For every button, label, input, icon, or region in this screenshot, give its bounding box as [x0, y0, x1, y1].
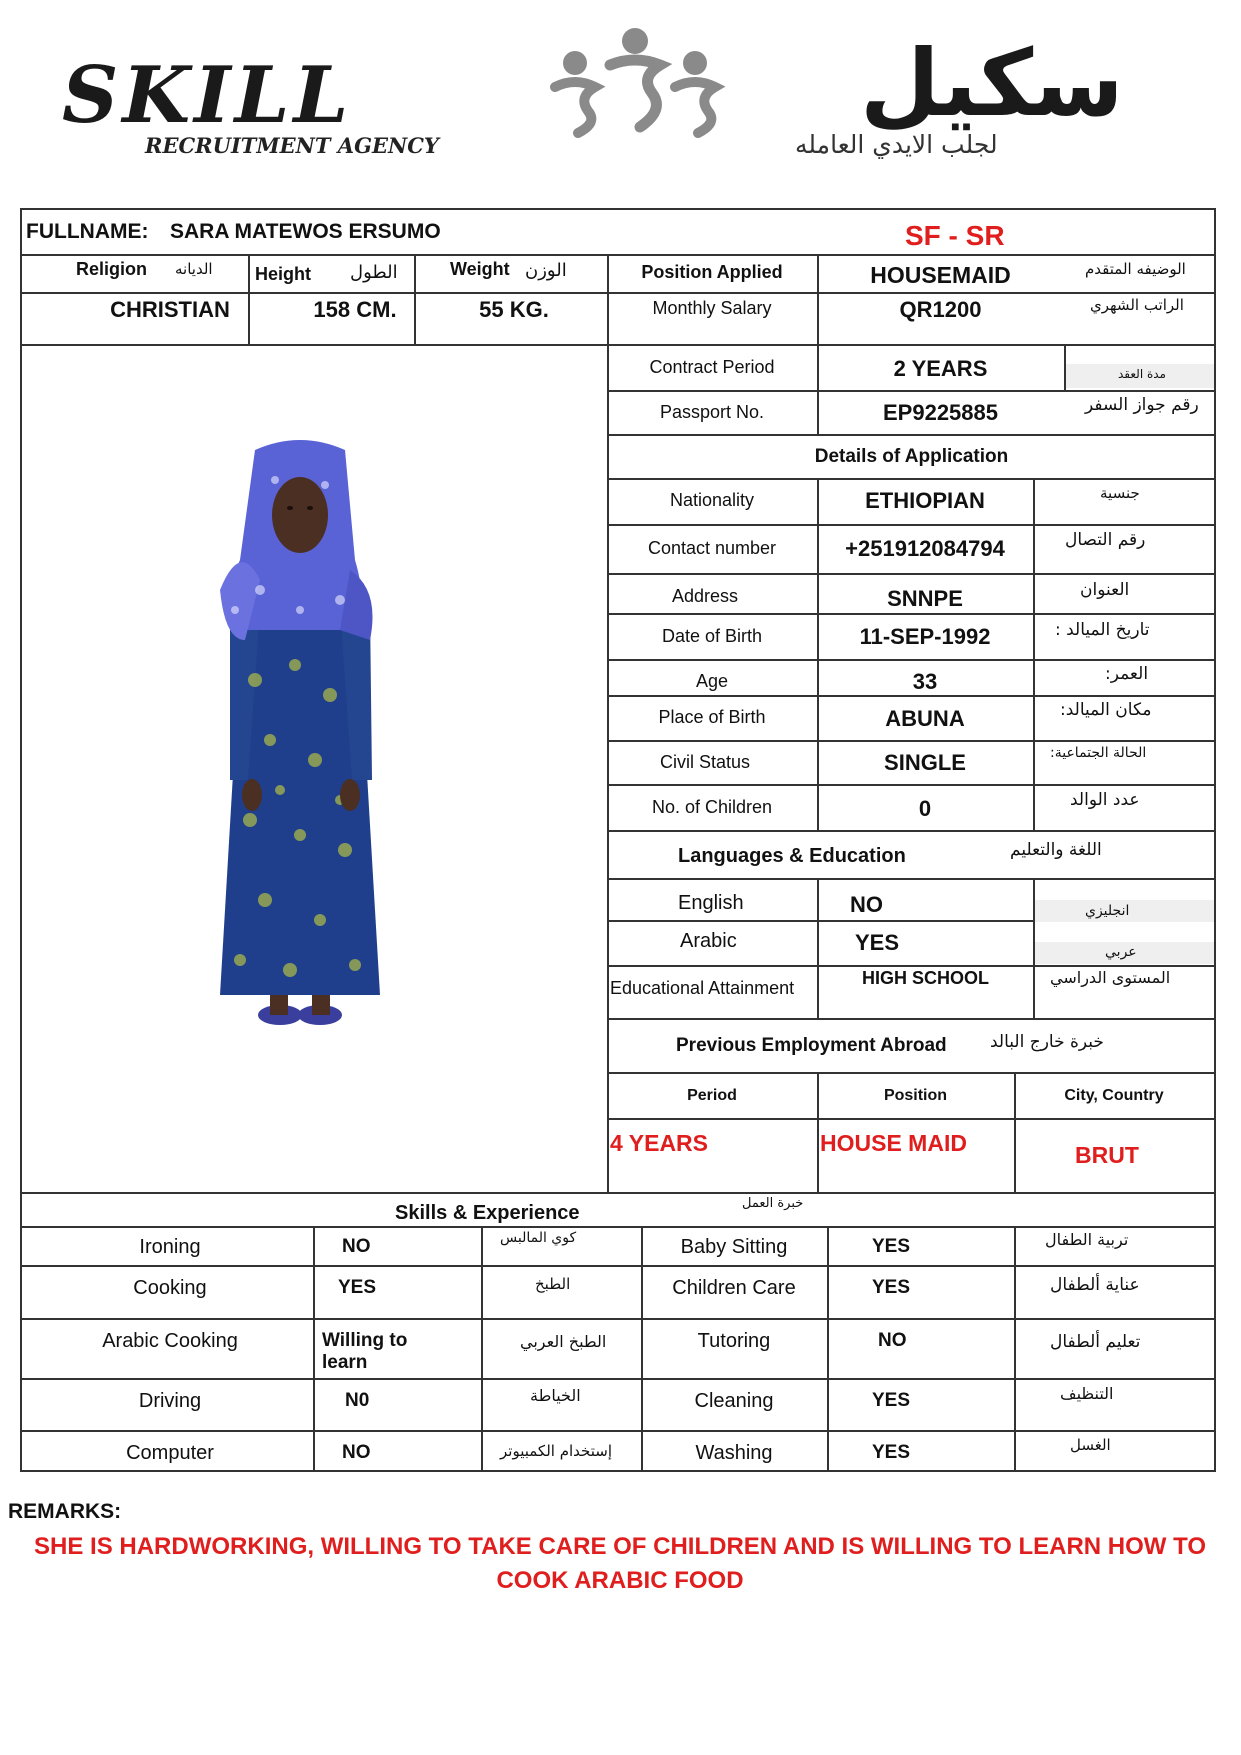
detail-label: Civil Status [659, 752, 751, 772]
agency-logo-arabic: سكيل [860, 30, 1124, 137]
skill-label: Cooking [133, 1277, 207, 1299]
skill-label-arabic: الخياطة [530, 1386, 581, 1405]
skill-value: YES [872, 1236, 911, 1257]
skill-label: Washing [695, 1442, 773, 1464]
detail-label-arabic: جنسية [1100, 484, 1140, 502]
passport-label: Passport No. [659, 402, 765, 422]
weight-label: Weight [450, 259, 510, 279]
education-label: Educational Attainment [610, 978, 795, 998]
skill-label: Baby Sitting [680, 1236, 788, 1258]
skills-title-arabic: خبرة العمل [742, 1196, 804, 1211]
skill-label: Computer [126, 1442, 214, 1464]
agency-logo-english: SKILL [62, 50, 353, 141]
detail-label-arabic: عدد الوالد [1070, 790, 1140, 810]
employment-col-period: Period [687, 1087, 737, 1104]
detail-value: ABUNA [885, 706, 965, 731]
position-value: HOUSEMAID [870, 262, 1011, 288]
detail-label: Contact number [647, 538, 777, 558]
agency-logo-arabic-subtitle: لجلب الايدي العامله [795, 130, 998, 159]
skill-value: Willing to learn [322, 1330, 408, 1373]
height-label-arabic: الطول [350, 262, 398, 283]
skill-label-arabic: كوي المالبس [500, 1230, 577, 1246]
skill-label-arabic: الطبخ [535, 1275, 571, 1293]
agency-people-logo-icon [540, 15, 730, 140]
salary-label: Monthly Salary [652, 298, 772, 318]
detail-value: 33 [912, 669, 938, 694]
remarks-text: SHE IS HARDWORKING, WILLING TO TAKE CARE OF CHILDREN AND IS WILLING TO LEARN HOW TO COOK ARABIC FOOD [34, 1533, 1206, 1594]
skill-label: Ironing [139, 1236, 201, 1258]
detail-value: 0 [918, 796, 932, 821]
skill-label: Tutoring [697, 1330, 771, 1352]
detail-label-arabic: العنوان [1080, 580, 1130, 600]
agency-logo-subtitle: RECRUITMENT AGENCY [145, 133, 439, 158]
detail-value: SNNPE [887, 586, 963, 611]
skill-value: YES [872, 1390, 911, 1411]
passport-value: EP9225885 [883, 400, 998, 425]
weight-label-arabic: الوزن [525, 260, 567, 281]
skill-label-arabic: الطبخ العربي [520, 1332, 607, 1351]
arabic-value: YES [855, 930, 900, 955]
weight-value: 55 KG. [479, 297, 549, 322]
skill-label: Driving [138, 1390, 202, 1412]
education-value: HIGH SCHOOL [862, 968, 990, 988]
skill-label: Cleaning [694, 1390, 774, 1412]
fullname-label: FULLNAME: [26, 220, 149, 243]
detail-label-arabic: تاريخ الميالد : [1055, 620, 1150, 640]
detail-value: +251912084794 [845, 536, 1005, 561]
employment-col-city: City, Country [1064, 1087, 1164, 1104]
religion-value: CHRISTIAN [110, 297, 230, 322]
skill-value: N0 [345, 1390, 370, 1411]
skill-label-arabic: إستخدام الكمبيوتر [500, 1442, 612, 1460]
contract-label: Contract Period [649, 357, 775, 377]
english-label-arabic: انجليزي [1085, 903, 1130, 919]
languages-title: Languages & Education [678, 845, 906, 867]
religion-label: Religion [76, 259, 147, 279]
arabic-label: Arabic [680, 930, 737, 952]
fullname-value: SARA MATEWOS ERSUMO [170, 220, 441, 243]
detail-value: ETHIOPIAN [865, 488, 985, 513]
detail-value: 11-SEP-1992 [859, 624, 991, 649]
employment-col-position: Position [883, 1087, 948, 1104]
applicant-code: SF - SR [905, 220, 1005, 251]
position-label: Position Applied [641, 262, 783, 282]
skill-label: Children Care [672, 1277, 796, 1299]
applicant-photo [200, 440, 400, 1040]
height-value: 158 CM. [313, 297, 397, 322]
position-label-arabic: الوضيفه المتقدم [1085, 260, 1186, 278]
employment-city: BRUT [1075, 1142, 1139, 1168]
detail-label: Date of Birth [661, 626, 763, 646]
salary-label-arabic: الراتب الشهري [1090, 296, 1184, 314]
skill-label: Arabic Cooking [102, 1330, 238, 1352]
skill-label-arabic: تربية الطفال [1045, 1230, 1129, 1249]
religion-label-arabic: الديانه [175, 260, 213, 278]
detail-value: SINGLE [884, 750, 966, 775]
employment-period: 4 YEARS [610, 1130, 709, 1156]
skill-label-arabic: تعليم ألطفال [1050, 1332, 1141, 1352]
education-label-arabic: المستوى الدراسي [1050, 968, 1171, 987]
skill-value: NO [342, 1442, 371, 1463]
employment-title: Previous Employment Abroad [676, 1035, 947, 1056]
employment-position: HOUSE MAID [820, 1130, 967, 1156]
skill-label-arabic: التنظيف [1060, 1384, 1114, 1403]
employment-title-arabic: خبرة خارج البالد [990, 1032, 1104, 1052]
salary-value: QR1200 [899, 297, 982, 322]
skill-value: YES [338, 1277, 377, 1298]
detail-label: Place of Birth [658, 707, 766, 727]
detail-label-arabic: رقم التصال [1065, 530, 1146, 550]
skills-title: Skills & Experience [395, 1202, 580, 1224]
details-title: Details of Application [814, 446, 1009, 467]
english-label: English [678, 892, 744, 914]
height-label: Height [255, 264, 311, 284]
detail-label-arabic: الحالة الجتماعية: [1050, 745, 1147, 761]
detail-label: Address [671, 586, 739, 606]
detail-label-arabic: العمر: [1105, 664, 1149, 684]
contract-label-arabic: مدة العقد [1118, 367, 1166, 381]
skill-value: YES [872, 1277, 911, 1298]
english-value: NO [850, 892, 883, 917]
skill-value: YES [872, 1442, 911, 1463]
remarks-label: REMARKS: [8, 1500, 122, 1523]
skill-value: NO [342, 1236, 371, 1257]
detail-label: No. of Children [651, 797, 773, 817]
skill-label-arabic: الغسل [1070, 1436, 1111, 1454]
passport-label-arabic: رقم جواز السفر [1085, 395, 1199, 415]
detail-label-arabic: مكان الميالد: [1060, 700, 1152, 720]
languages-title-arabic: اللغة والتعليم [1010, 840, 1102, 860]
skill-label-arabic: عناية ألطفال [1050, 1275, 1140, 1295]
detail-label: Age [695, 671, 729, 691]
contract-value: 2 YEARS [893, 356, 988, 381]
detail-label: Nationality [669, 490, 755, 510]
skill-value: NO [878, 1330, 907, 1351]
arabic-label-arabic: عربي [1105, 944, 1137, 960]
